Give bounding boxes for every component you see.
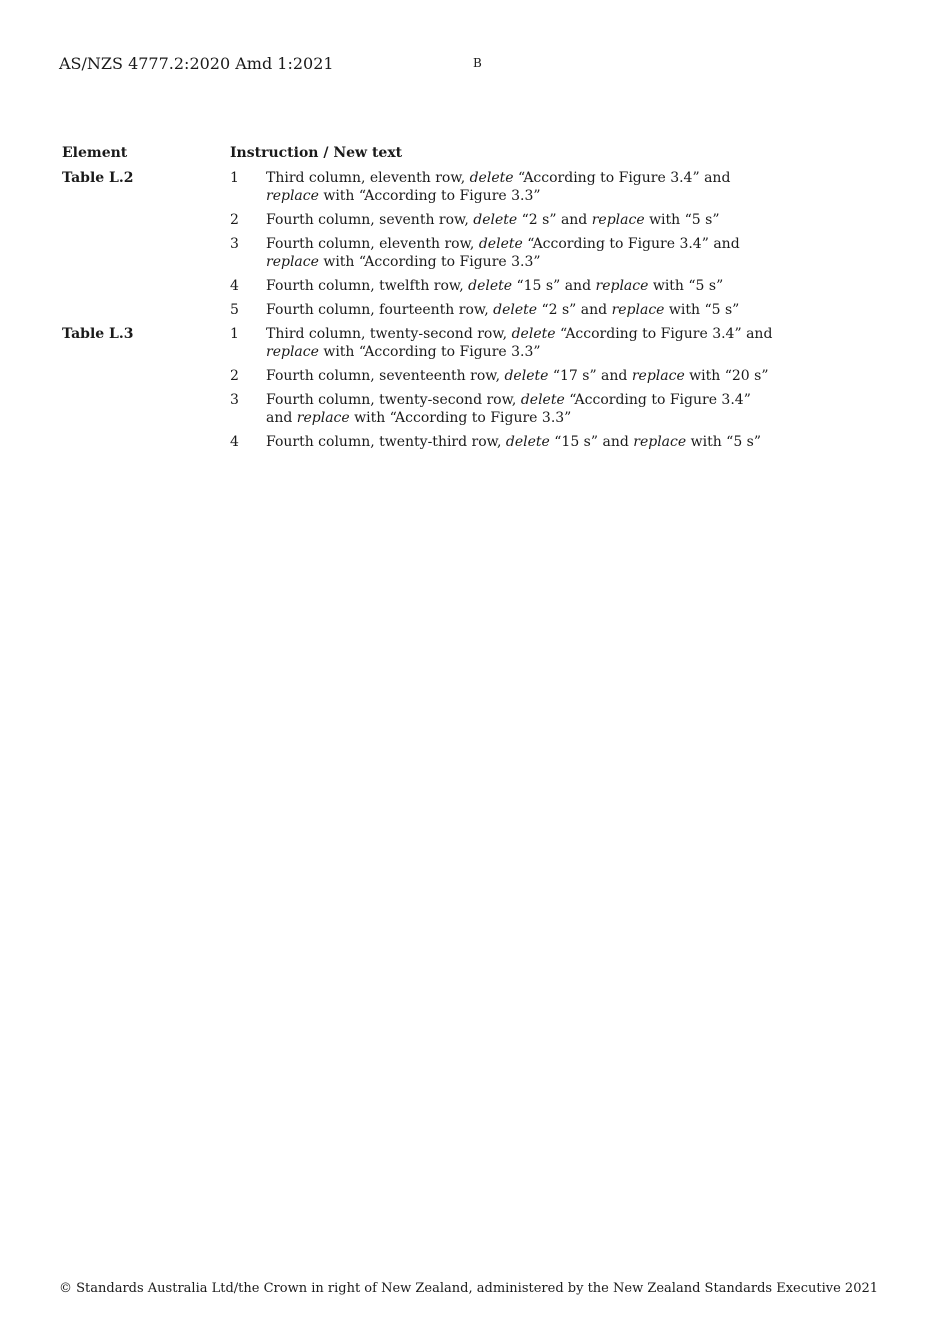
table-row [62, 211, 822, 229]
instruction-keyword: delete [504, 368, 549, 384]
instruction-text: “According to Figure 3.4” and [266, 392, 751, 426]
table-header [62, 145, 822, 165]
instruction-keyword: replace [595, 278, 649, 294]
row-instruction [266, 367, 778, 385]
instruction-keyword: delete [468, 278, 513, 294]
instruction-keyword: replace [296, 410, 350, 426]
instruction-keyword: delete [473, 212, 518, 228]
row-instruction [266, 211, 778, 229]
instruction-keyword: replace [266, 254, 319, 270]
row-number: 5 [230, 302, 239, 318]
instruction-text: with “5 s” [648, 278, 724, 294]
instruction-text: Fourth column, twelfth row, [266, 278, 469, 294]
table-row [62, 391, 822, 427]
row-number: 2 [230, 368, 239, 384]
instruction-keyword: delete [520, 392, 565, 408]
row-number: 4 [230, 434, 239, 450]
row-number: 2 [230, 212, 239, 228]
instruction-text: “According to Figure 3.4” and [555, 326, 773, 342]
instruction-keyword: replace [591, 212, 645, 228]
row-instruction [266, 169, 778, 205]
table-row [62, 433, 822, 451]
instruction-keyword: replace [266, 344, 319, 360]
table-row [62, 301, 822, 319]
instruction-keyword: delete [493, 302, 538, 318]
table-row [62, 325, 822, 361]
row-number: 3 [230, 392, 239, 408]
instruction-text: “According to Figure 3.4” and [513, 170, 731, 186]
instruction-text: with “According to Figure 3.3” [318, 188, 541, 204]
instruction-keyword: delete [469, 170, 514, 186]
instruction-text: with “According to Figure 3.3” [318, 344, 541, 360]
instruction-text: with “According to Figure 3.3” [349, 410, 572, 426]
amendment-table [62, 169, 822, 457]
column-header-instruction: Instruction / New text [230, 145, 403, 161]
instruction-text: Third column, eleventh row, [266, 170, 470, 186]
row-number: 1 [230, 326, 239, 342]
row-instruction [266, 235, 778, 271]
document-id: AS/NZS 4777.2:2020 Amd 1:2021 [59, 54, 334, 73]
instruction-keyword: replace [266, 188, 319, 204]
row-number: 3 [230, 236, 239, 252]
table-row [62, 169, 822, 205]
instruction-text: Fourth column, eleventh row, [266, 236, 479, 252]
instruction-text: with “5 s” [686, 434, 762, 450]
row-number: 1 [230, 170, 239, 186]
column-header-element: Element [62, 145, 128, 161]
row-element: Table L.3 [62, 326, 134, 342]
instruction-text: Fourth column, fourteenth row, [266, 302, 494, 318]
row-instruction [266, 433, 778, 451]
instruction-keyword: delete [505, 434, 550, 450]
instruction-text: “2 s” and [517, 212, 592, 228]
instruction-text: with “5 s” [664, 302, 740, 318]
row-instruction [266, 301, 778, 319]
table-row [62, 277, 822, 295]
instruction-keyword: delete [511, 326, 556, 342]
instruction-keyword: replace [631, 368, 685, 384]
instruction-text: “15 s” and [549, 434, 634, 450]
row-instruction [266, 325, 778, 361]
row-instruction [266, 391, 778, 427]
instruction-keyword: replace [633, 434, 687, 450]
row-element: Table L.2 [62, 170, 134, 186]
instruction-keyword: delete [478, 236, 523, 252]
table-row [62, 235, 822, 271]
instruction-keyword: replace [611, 302, 665, 318]
instruction-text: “According to Figure 3.4” and [522, 236, 740, 252]
instruction-text: Third column, twenty-second row, [266, 326, 512, 342]
instruction-text: Fourth column, seventh row, [266, 212, 474, 228]
instruction-text: Fourth column, twenty-third row, [266, 434, 506, 450]
row-instruction [266, 277, 778, 295]
instruction-text: Fourth column, twenty-second row, [266, 392, 521, 408]
instruction-text: “15 s” and [512, 278, 596, 294]
instruction-text: with “20 s” [684, 368, 769, 384]
instruction-text: with “5 s” [644, 212, 720, 228]
copyright-footer: © Standards Australia Ltd/the Crown in right of New Zealand, administered by the New Zealand Standards Executive 2021 [59, 1281, 879, 1296]
table-row [62, 367, 822, 385]
row-number: 4 [230, 278, 239, 294]
instruction-text: “2 s” and [537, 302, 612, 318]
instruction-text: “17 s” and [548, 368, 632, 384]
instruction-text: Fourth column, seventeenth row, [266, 368, 505, 384]
page-letter: B [473, 56, 482, 70]
instruction-text: with “According to Figure 3.3” [318, 254, 541, 270]
